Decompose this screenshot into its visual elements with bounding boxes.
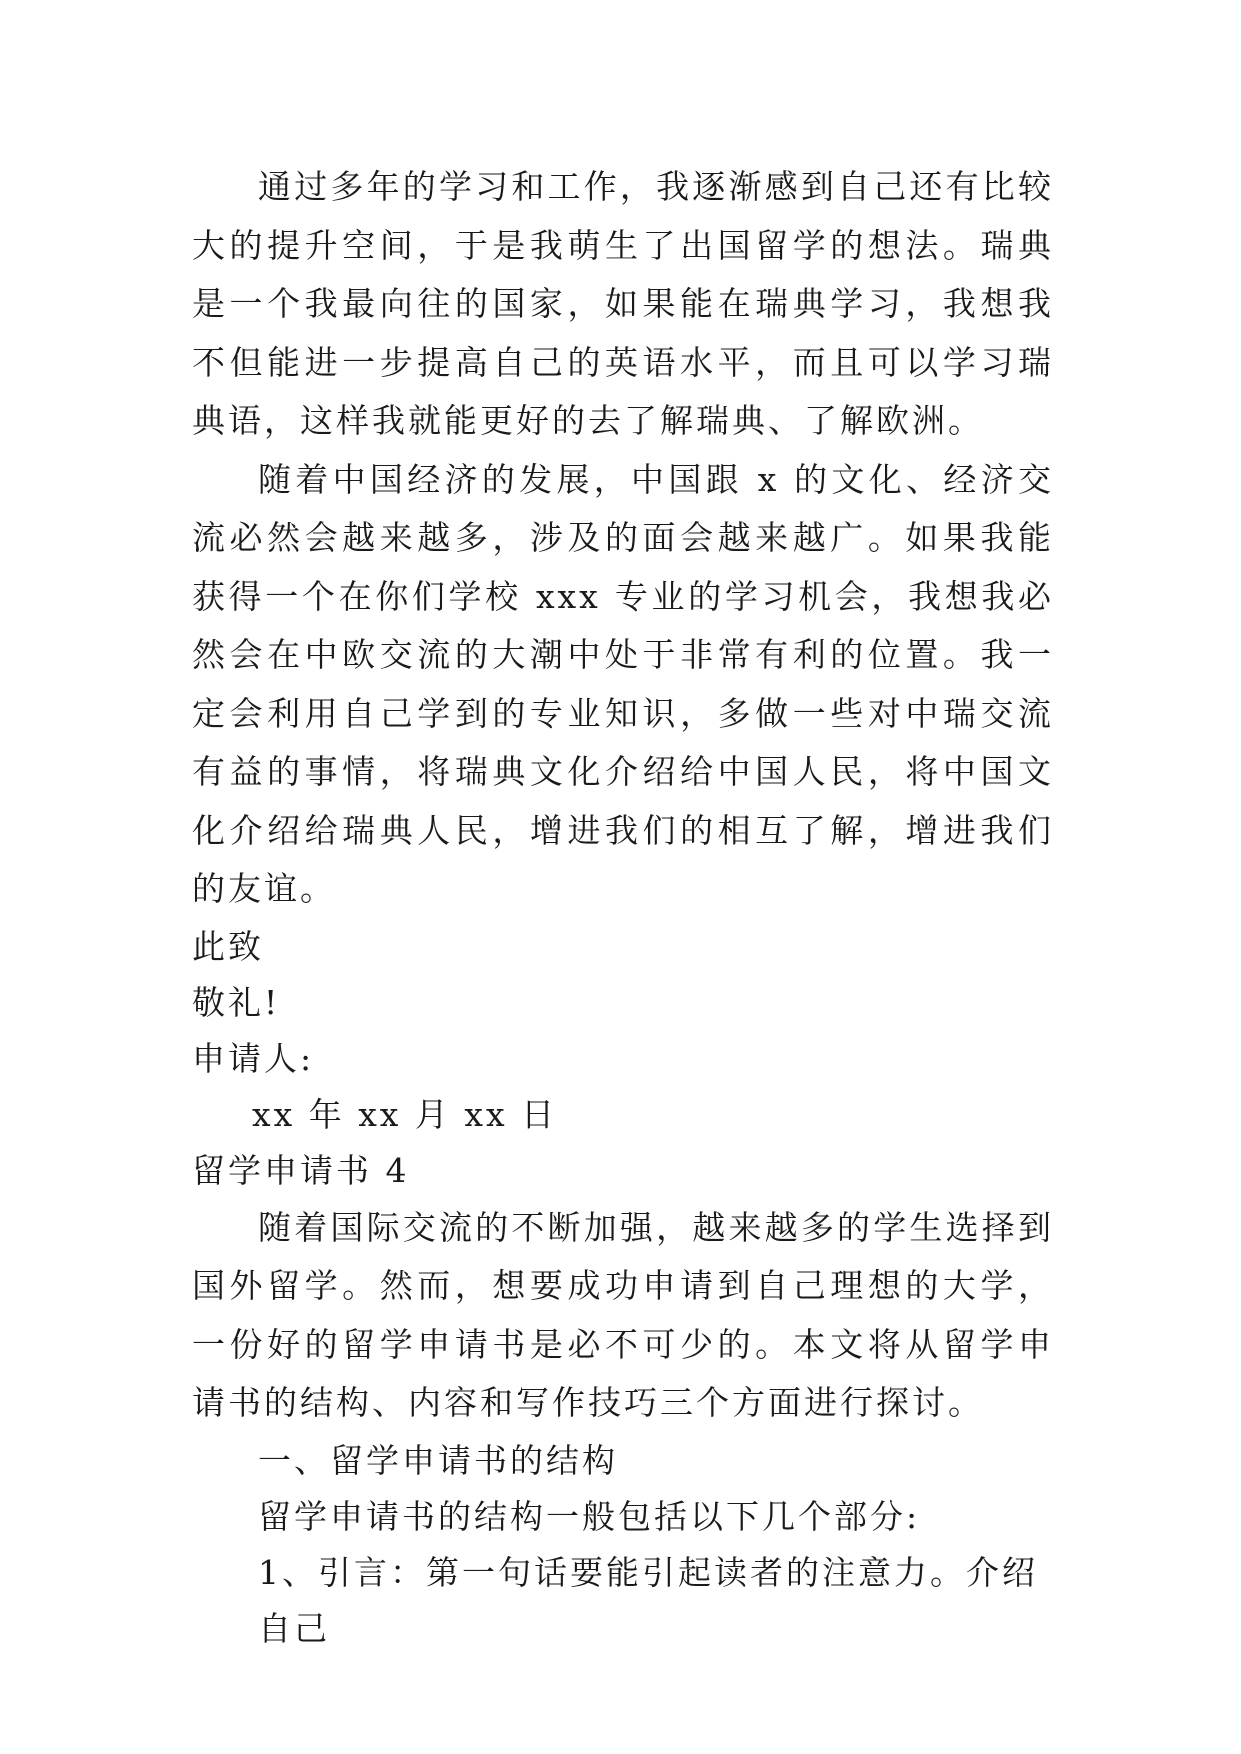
- date-line: xx 年 xx 月 xx 日: [252, 1094, 558, 1134]
- body-paragraph: 留学申请书的结构一般包括以下几个部分:: [258, 1496, 921, 1536]
- applicant-label: 申请人:: [192, 1038, 315, 1078]
- body-paragraph: 随着中国经济的发展，中国跟 x 的文化、经济交流必然会越来越多，涉及的面会越来越广。如果我能获得一个在你们学校 xxx 专业的学习机会，我想我必然会在中欧交流的大潮中处于非常有利的位置。我一定会利用自己学到的专业知识，多做一些对中瑞交流有益的事情，将瑞典文化介绍给中国人民，将中国文化介绍给瑞典人民，增进我们的相互了解，增进我们的友谊。: [192, 459, 1054, 908]
- closing-salutation: 此致: [192, 926, 264, 966]
- document-page: [192, 158, 1054, 1657]
- section-heading: 一、留学申请书的结构: [258, 1440, 618, 1480]
- body-paragraph: 随着国际交流的不断加强，越来越多的学生选择到国外留学。然而，想要成功申请到自己理想的大学，一份好的留学申请书是必不可少的。本文将从留学申请书的结构、内容和写作技巧三个方面进行探讨。: [192, 1207, 1054, 1422]
- list-item: 1、引言：第一句话要能引起读者的注意力。介绍自己: [258, 1552, 1038, 1648]
- section-title: 留学申请书 4: [192, 1150, 410, 1190]
- body-paragraph: 通过多年的学习和工作，我逐渐感到自己还有比较大的提升空间，于是我萌生了出国留学的想法。瑞典是一个我最向往的国家，如果能在瑞典学习，我想我不但能进一步提高自己的英语水平，而且可以学习瑞典语，这样我就能更好的去了解瑞典、了解欧洲。: [192, 167, 1054, 440]
- closing-regards: 敬礼!: [192, 982, 281, 1022]
